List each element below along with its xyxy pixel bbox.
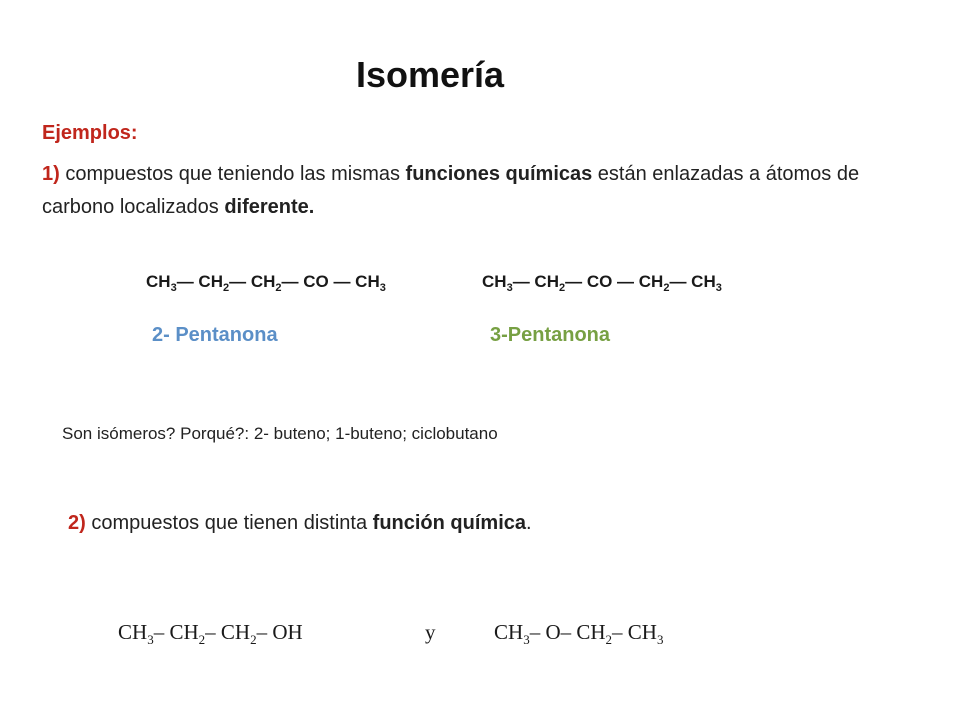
formula-ether: $CH_3-$ O– $CH_2-$ $CH_3$ <box>494 620 664 647</box>
example-1-paragraph <box>42 158 922 224</box>
example-1-bold-a: funciones químicas <box>405 163 593 185</box>
name-2-pentanona: 2- Pentanona <box>152 324 278 346</box>
name-3-pentanona: 3-Pentanona <box>490 324 611 346</box>
formula-2-pentanona: $CH_3—$ $CH_2—$ $CH_2—$ CO — $CH_3$ <box>146 272 386 294</box>
example-1-bold-b: diferente. <box>224 196 315 218</box>
formula-3-pentanona: $CH_3—$ $CH_2—$ CO — $CH_2—$ $CH_3$ <box>482 272 722 294</box>
example-2-text-a: compuestos que tienen distinta <box>85 512 373 534</box>
slide-title: Isomería <box>356 54 505 95</box>
examples-heading: Ejemplos: <box>42 122 138 144</box>
example-2-paragraph <box>68 512 532 535</box>
example-1-number: 1) <box>42 163 60 185</box>
example-2-bold-a: función química <box>372 512 526 534</box>
isomer-question: Son isómeros? Porqué?: 2- buteno; 1-buteno; ciclobutano <box>62 424 498 443</box>
conjunction: y <box>425 620 436 644</box>
example-2-text-b: . <box>526 512 532 534</box>
example-2-number: 2) <box>68 512 86 534</box>
example-1-text-a: compuestos que teniendo las mismas <box>59 163 406 185</box>
formula-alcohol: $CH_3-$ $CH_2-$ $CH_2-$ OH <box>118 620 303 647</box>
example-1-text-b: están enlazadas a átomos de carbono localizados <box>42 163 860 218</box>
